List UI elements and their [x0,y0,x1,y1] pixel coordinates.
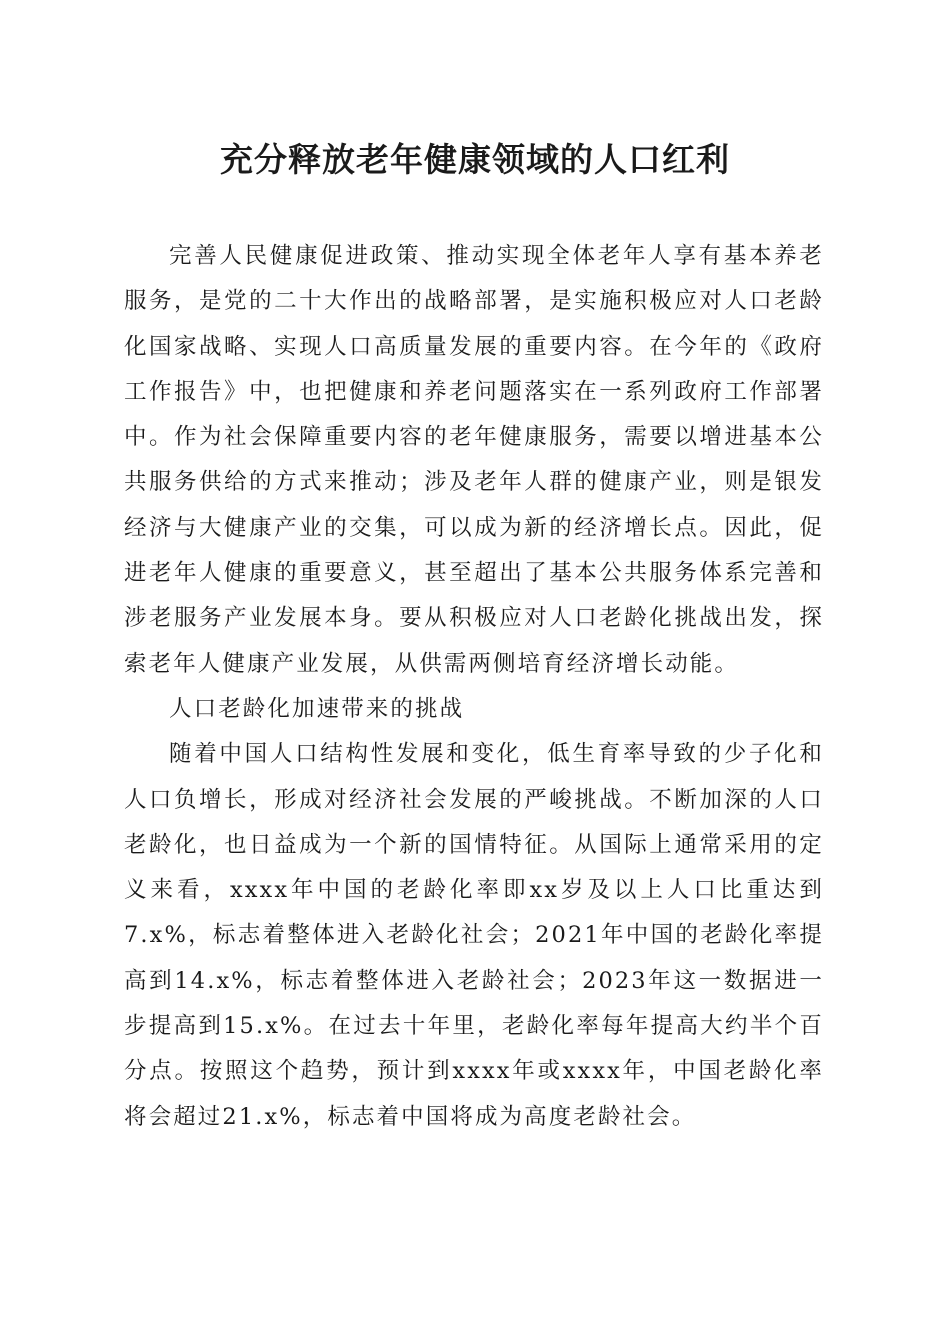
section-heading: 人口老龄化加速带来的挑战 [169,695,465,722]
document-body [124,234,824,1140]
paragraph-aging-challenge: 随着中国人口结构性发展和变化，低生育率导致的少子化和人口负增长，形成对经济社会发展的严峻挑战。不断加深的人口老龄化，也日益成为一个新的国情特征。从国际上通常采用的定义来看，xxxx年中国的老龄化率即xx岁及以上人口比重达到7.x%，标志着整体进入老龄化社会；2021年中国的老龄化率提高到14.x%，标志着整体进入老龄社会；2023年这一数据进一步提高到15.x%。在过去十年里，老龄化率每年提高大约半个百分点。按照这个趋势，预计到xxxx年或xxxx年，中国老龄化率将会超过21.x%，标志着中国将成为高度老龄社会。 [124,741,824,1130]
paragraph-intro: 完善人民健康促进政策、推动实现全体老年人享有基本养老服务，是党的二十大作出的战略部署，是实施积极应对人口老龄化国家战略、实现人口高质量发展的重要内容。在今年的《政府工作报告》中，也把健康和养老问题落实在一系列政府工作部署中。作为社会保障重要内容的老年健康服务，需要以增进基本公共服务供给的方式来推动；涉及老年人群的健康产业，则是银发经济与大健康产业的交集，可以成为新的经济增长点。因此，促进老年人健康的重要意义，甚至超出了基本公共服务体系完善和涉老服务产业发展本身。要从积极应对人口老龄化挑战出发，探索老年人健康产业发展，从供需两侧培育经济增长动能。 [124,243,824,677]
document-title: 充分释放老年健康领域的人口红利 [220,140,730,179]
